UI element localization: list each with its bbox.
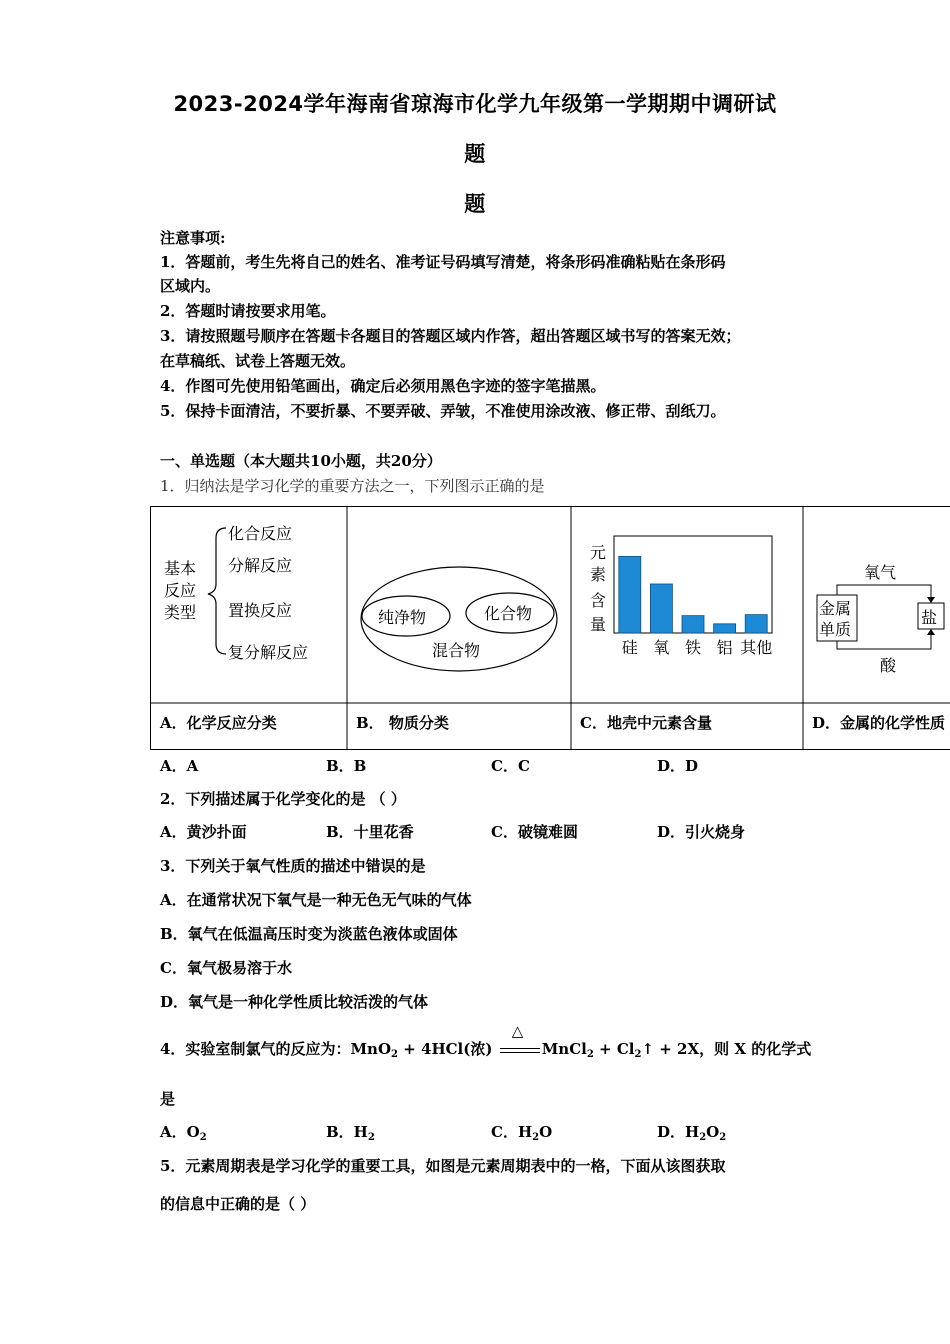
notice-item-5: 5．保持卡面清洁，不要折暴、不要弄破、弄皱，不准使用涂改液、修正带、刮纸刀。 xyxy=(160,402,726,420)
fig-d-metal-properties xyxy=(817,563,944,675)
q2-option-a[interactable]: A．黄沙扑面 xyxy=(160,823,247,841)
q1-option-a[interactable]: A．A xyxy=(160,757,199,775)
notice-heading: 注意事项: xyxy=(160,229,226,247)
q4-option-d-tail: O xyxy=(706,1123,720,1141)
q4-option-c-tail: O xyxy=(539,1123,553,1141)
notice-item-2: 2．答题时请按要求用笔。 xyxy=(160,302,336,320)
fig-d-caption: D．金属的化学性质 xyxy=(812,714,946,732)
q4-option-b-label: B．H xyxy=(326,1123,368,1141)
q1-option-c[interactable]: C．C xyxy=(491,757,530,775)
q4-option-a-label: A．O xyxy=(160,1123,200,1141)
x-tick-label-氧: 氧 xyxy=(653,638,670,657)
fig-d-bottom-arrowhead xyxy=(927,629,935,635)
bar-铁 xyxy=(682,616,704,633)
fig-b-inner-left: 纯净物 xyxy=(378,608,427,627)
q4-stem xyxy=(160,1022,812,1060)
q2-stem: 2．下列描述属于化学变化的是 （ ） xyxy=(160,790,406,808)
q5-stem-a: 5．元素周期表是学习化学的重要工具，如图是元素周期表中的一格，下面从该图获取 xyxy=(160,1157,726,1175)
fig-c-bar-chart xyxy=(590,536,772,657)
fig-a-label-1: 基本 xyxy=(164,559,197,578)
exam-title-line2: 题 xyxy=(464,142,486,166)
q2-option-d[interactable]: D．引火烧身 xyxy=(657,823,746,841)
notice-item-1b: 区域内。 xyxy=(160,277,221,295)
notice-item-3b: 在草稿纸、试卷上答题无效。 xyxy=(160,352,356,370)
q1-option-b[interactable]: B．B xyxy=(326,757,367,775)
q3-option-a[interactable]: A．在通常状况下氧气是一种无色无气味的气体 xyxy=(160,891,472,909)
q2-option-c[interactable]: C．破镜难圆 xyxy=(491,823,578,841)
x-tick-label-硅: 硅 xyxy=(621,638,638,657)
q4-equals-sign xyxy=(498,1022,542,1059)
q4-option-d[interactable] xyxy=(657,1122,726,1142)
bar-其他 xyxy=(745,615,767,633)
fig-d-top-arrow-line xyxy=(837,585,931,599)
bar-铝 xyxy=(714,624,736,633)
q4-condition: △ xyxy=(511,1022,524,1040)
fig-d-top-label: 氧气 xyxy=(864,563,897,582)
notice-item-4: 4．作图可先使用铅笔画出，确定后必须用黑色字迹的签字笔描黑。 xyxy=(160,377,606,395)
q3-option-b[interactable]: B．氧气在低温高压时变为淡蓝色液体或固体 xyxy=(160,925,458,943)
fig-c-ylabel-4: 量 xyxy=(590,615,607,634)
q4-product1: MnCl xyxy=(541,1040,587,1058)
q4-option-c[interactable] xyxy=(491,1122,552,1142)
q3-option-d[interactable]: D．氧气是一种化学性质比较活泼的气体 xyxy=(160,993,429,1011)
q4-option-c-label: C．H xyxy=(491,1123,533,1141)
fig-d-bottom-label: 酸 xyxy=(880,656,897,675)
q4-stem-end: 是 xyxy=(160,1090,176,1108)
fig-c-caption: C．地壳中元素含量 xyxy=(580,714,712,732)
fig-a-label-3: 类型 xyxy=(164,603,197,622)
q4-reactant1-sub: 2 xyxy=(391,1049,398,1060)
fig-a-item-4: 复分解反应 xyxy=(228,643,309,662)
q4-option-c-sub: 2 xyxy=(532,1132,540,1143)
bar-硅 xyxy=(619,556,641,633)
fig-a-caption: A．化学反应分类 xyxy=(160,714,277,732)
q4-option-d-sub2: 2 xyxy=(719,1132,727,1143)
q4-option-a[interactable] xyxy=(160,1122,207,1142)
fig-b-outer-label: 混合物 xyxy=(432,641,481,660)
q4-option-a-sub: 2 xyxy=(199,1132,207,1143)
q1-stem: 1．归纳法是学习化学的重要方法之一，下列图示正确的是 xyxy=(160,477,545,495)
fig-a-brace xyxy=(208,528,226,654)
fig-a-classification xyxy=(164,524,308,662)
q4-reactant2: + 4HCl(浓) xyxy=(398,1040,493,1058)
fig-d-top-arrowhead xyxy=(927,597,935,603)
q4-stem-prefix: 4．实验室制氯气的反应为： xyxy=(160,1040,351,1058)
fig-b-caption: B． 物质分类 xyxy=(356,714,449,732)
exam-title-line3: 题 xyxy=(464,192,486,216)
q4-reactant1: MnO xyxy=(350,1040,392,1058)
fig-b-classification xyxy=(361,567,557,671)
q4-option-d-label: D．H xyxy=(657,1123,700,1141)
q4-product2: + Cl xyxy=(593,1040,635,1058)
notice-item-3a: 3．请按照题号顺序在答题卡各题目的答题区域内作答，超出答题区域书写的答案无效； xyxy=(160,327,741,345)
q4-product2-sub: 2 xyxy=(634,1049,642,1060)
fig-a-item-1: 化合反应 xyxy=(228,524,293,543)
q4-product2-tail: ↑ + 2X，则 X 的化学式 xyxy=(641,1040,812,1058)
fig-c-ylabel-2: 素 xyxy=(590,565,607,584)
fig-c-ylabel-3: 含 xyxy=(590,591,607,610)
fig-a-label-2: 反应 xyxy=(164,581,197,600)
exam-title-line1: 2023-2024学年海南省琼海市化学九年级第一学期期中调研试 xyxy=(173,92,777,116)
fig-d-right-box-label: 盐 xyxy=(921,608,938,627)
q3-option-c[interactable]: C．氧气极易溶于水 xyxy=(160,959,292,977)
q1-option-d[interactable]: D．D xyxy=(657,757,699,775)
fig-a-item-2: 分解反应 xyxy=(228,556,293,575)
q5-stem-b: 的信息中正确的是（ ） xyxy=(160,1195,316,1213)
q4-product1-sub: 2 xyxy=(586,1049,594,1060)
x-tick-label-其他: 其他 xyxy=(740,638,773,657)
q4-option-d-sub: 2 xyxy=(699,1132,707,1143)
notice-item-1a: 1．答题前，考生先将自己的姓名、准考证号码填写清楚，将条形码准确粘贴在条形码 xyxy=(160,253,726,271)
section-heading: 一、单选题（本大题共10小题，共20分） xyxy=(160,452,442,470)
fig-d-left-box-line2: 单质 xyxy=(819,620,852,639)
q2-option-b[interactable]: B．十里花香 xyxy=(326,823,414,841)
x-tick-label-铁: 铁 xyxy=(684,638,702,657)
fig-b-inner-right: 化合物 xyxy=(484,604,533,623)
x-tick-label-铝: 铝 xyxy=(716,638,733,657)
fig-a-item-3: 置换反应 xyxy=(228,601,293,620)
q3-stem: 3．下列关于氧气性质的描述中错误的是 xyxy=(160,857,426,875)
fig-d-left-box-line1: 金属 xyxy=(819,599,852,618)
q4-option-b[interactable] xyxy=(326,1122,375,1142)
q4-option-b-sub: 2 xyxy=(367,1132,375,1143)
bar-氧 xyxy=(650,584,672,633)
fig-c-ylabel-1: 元 xyxy=(590,543,607,562)
